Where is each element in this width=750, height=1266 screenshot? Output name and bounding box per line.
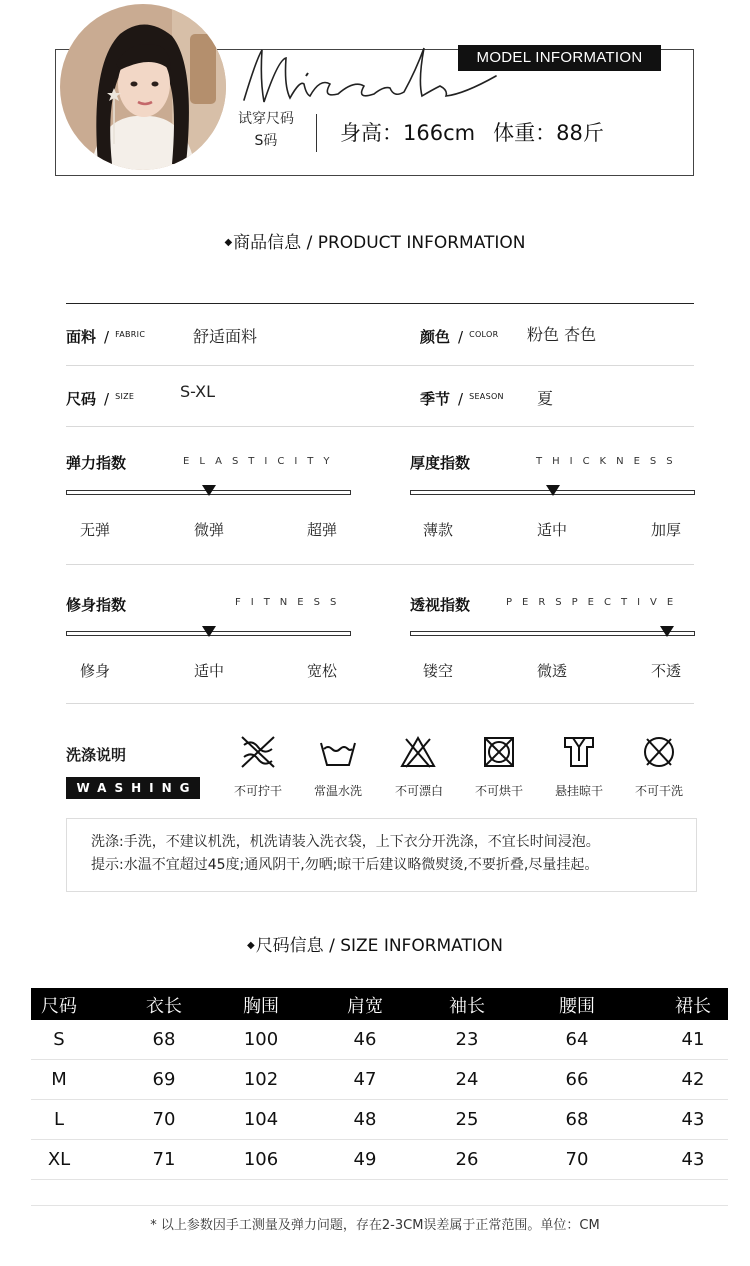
index-title: 透视指数: [410, 596, 471, 614]
diamond-icon: ◆: [246, 940, 255, 951]
size-header-cell: 肩宽: [347, 996, 383, 1017]
divider: [66, 703, 694, 704]
color-label: 颜色: [420, 328, 451, 346]
size-cell: 42: [681, 1069, 705, 1090]
color-key: [420, 326, 499, 347]
index-title-en: FITNESS: [235, 597, 347, 608]
index-title-en: ELASTICITY: [183, 456, 340, 467]
size-label: 尺码: [66, 390, 97, 408]
size-cell: 49: [353, 1149, 377, 1170]
washing-title: 洗涤说明: [66, 746, 127, 764]
size-cell: 66: [565, 1069, 589, 1090]
index-marker: [660, 626, 674, 637]
hang-dry-icon: [559, 735, 599, 769]
size-cell: 71: [152, 1149, 176, 1170]
size-cell: M: [51, 1069, 67, 1090]
washing-badge: WASHING: [66, 777, 200, 799]
model-information-tag: MODEL INFORMATION: [458, 45, 661, 71]
size-table-header: [31, 988, 728, 1020]
color-value: 粉色 杏色: [527, 325, 597, 344]
index-title: 修身指数: [66, 596, 127, 614]
divider: [66, 564, 694, 565]
size-header-cell: 胸围: [243, 996, 279, 1017]
size-cell: XL: [47, 1149, 71, 1170]
wash-label: 不可拧干: [233, 784, 282, 798]
table-bottom-rule: [31, 1205, 728, 1206]
size-cell: 43: [681, 1149, 705, 1170]
size-cell: 104: [243, 1109, 279, 1130]
no-dry-clean-icon: [639, 735, 679, 769]
wash-label: 不可烘干: [474, 784, 523, 798]
size-cell: 24: [455, 1069, 479, 1090]
washing-note: [66, 818, 697, 892]
size-cell: 68: [152, 1029, 176, 1050]
size-information-title: [0, 931, 750, 956]
index-level: 不透: [650, 662, 682, 680]
size-cell: 48: [353, 1109, 377, 1130]
size-table: [31, 988, 728, 1180]
size-header-cell: 衣长: [146, 996, 182, 1017]
size-cell: L: [53, 1109, 65, 1130]
size-cell: 64: [565, 1029, 589, 1050]
fabric-value: 舒适面料: [193, 327, 258, 346]
season-key: [420, 388, 504, 409]
index-title-en: PERSPECTIVE: [506, 597, 684, 608]
index-track: [410, 631, 695, 636]
index-title: 厚度指数: [410, 454, 471, 472]
size-label-en: SIZE: [115, 392, 135, 401]
divider: [66, 303, 694, 304]
normal-wash-icon: [318, 735, 358, 769]
index-level: 适中: [193, 662, 225, 680]
no-tumble-dry-icon: [479, 735, 519, 769]
size-cell: 47: [353, 1069, 377, 1090]
product-information-title-text: 商品信息 / PRODUCT INFORMATION: [233, 233, 526, 253]
try-size: [226, 108, 306, 152]
divider: [66, 365, 694, 366]
try-size-value: S码: [254, 133, 278, 149]
size-cell: 46: [353, 1029, 377, 1050]
index-marker: [546, 485, 560, 496]
index-title: 弹力指数: [66, 454, 127, 472]
size-cell: 106: [243, 1149, 279, 1170]
wash-label: 不可干洗: [634, 784, 683, 798]
model-divider: [316, 114, 317, 152]
index-level: 加厚: [650, 521, 682, 539]
color-label-en: COLOR: [469, 330, 499, 339]
size-cell: 69: [152, 1069, 176, 1090]
no-bleach-icon: [398, 735, 438, 769]
model-avatar: [60, 4, 226, 170]
size-cell: 102: [243, 1069, 279, 1090]
wash-label: 常温水洗: [313, 784, 362, 798]
slash: /: [458, 390, 464, 408]
model-stats: [340, 117, 604, 147]
size-cell: 26: [455, 1149, 479, 1170]
size-header-cell: 袖长: [449, 996, 485, 1017]
model-height: 身高：166cm: [340, 121, 476, 145]
size-information-title-text: 尺码信息 / SIZE INFORMATION: [255, 936, 503, 956]
index-level: 薄款: [422, 521, 454, 539]
index-marker: [202, 485, 216, 496]
season-value: 夏: [537, 389, 554, 408]
size-key: [66, 388, 134, 409]
index-level: 修身: [79, 662, 111, 680]
size-value: S-XL: [180, 382, 216, 401]
washing-note-line: 洗涤:手洗，不建议机洗，机洗请装入洗衣袋，上下衣分开洗涤，不宜长时间浸泡。: [91, 834, 600, 850]
index-level: 无弹: [79, 521, 111, 539]
size-cell: 70: [152, 1109, 176, 1130]
index-level: 微弹: [193, 521, 225, 539]
size-header-cell: 腰围: [559, 996, 595, 1017]
season-label: 季节: [420, 390, 451, 408]
size-cell: 100: [243, 1029, 279, 1050]
product-information-title: [0, 228, 750, 253]
index-marker: [202, 626, 216, 637]
slash: /: [104, 328, 110, 346]
divider: [66, 426, 694, 427]
size-cell: 43: [681, 1109, 705, 1130]
slash: /: [458, 328, 464, 346]
table-row: [31, 1060, 728, 1100]
footnote: * 以上参数因手工测量及弹力问题，存在2-3CM误差属于正常范围。单位：CM: [150, 1218, 600, 1233]
index-title-en: THICKNESS: [536, 456, 683, 467]
fabric-label-en: FABRIC: [115, 330, 146, 339]
size-cell: S: [53, 1029, 65, 1050]
table-row: [31, 1020, 728, 1060]
index-level: 微透: [536, 662, 568, 680]
size-header-cell: 裙长: [675, 996, 711, 1017]
index-level: 超弹: [306, 521, 338, 539]
fabric-label: 面料: [66, 328, 97, 346]
size-cell: 68: [565, 1109, 589, 1130]
slash: /: [104, 390, 110, 408]
size-cell: 23: [455, 1029, 479, 1050]
size-cell: 25: [455, 1109, 479, 1130]
table-row: [31, 1100, 728, 1140]
table-row: [31, 1140, 728, 1180]
season-label-en: SEASON: [469, 392, 504, 401]
wash-label: 悬挂晾干: [554, 784, 603, 798]
model-weight: 体重：88斤: [493, 121, 604, 145]
index-level: 宽松: [306, 662, 338, 680]
size-header-cell: 尺码: [41, 996, 77, 1017]
size-cell: 70: [565, 1149, 589, 1170]
washing-note-line: 提示:水温不宜超过45度;通风阴干,勿晒;晾干后建议略微熨烫,不要折叠,尽量挂起。: [91, 857, 599, 873]
diamond-icon: ◆: [224, 237, 233, 248]
index-level: 镂空: [422, 662, 454, 680]
no-wring-icon: [238, 735, 278, 769]
wash-label: 不可漂白: [394, 784, 443, 798]
try-size-label: 试穿尺码: [238, 111, 294, 127]
fabric-key: [66, 326, 145, 347]
size-cell: 41: [681, 1029, 705, 1050]
index-level: 适中: [536, 521, 568, 539]
